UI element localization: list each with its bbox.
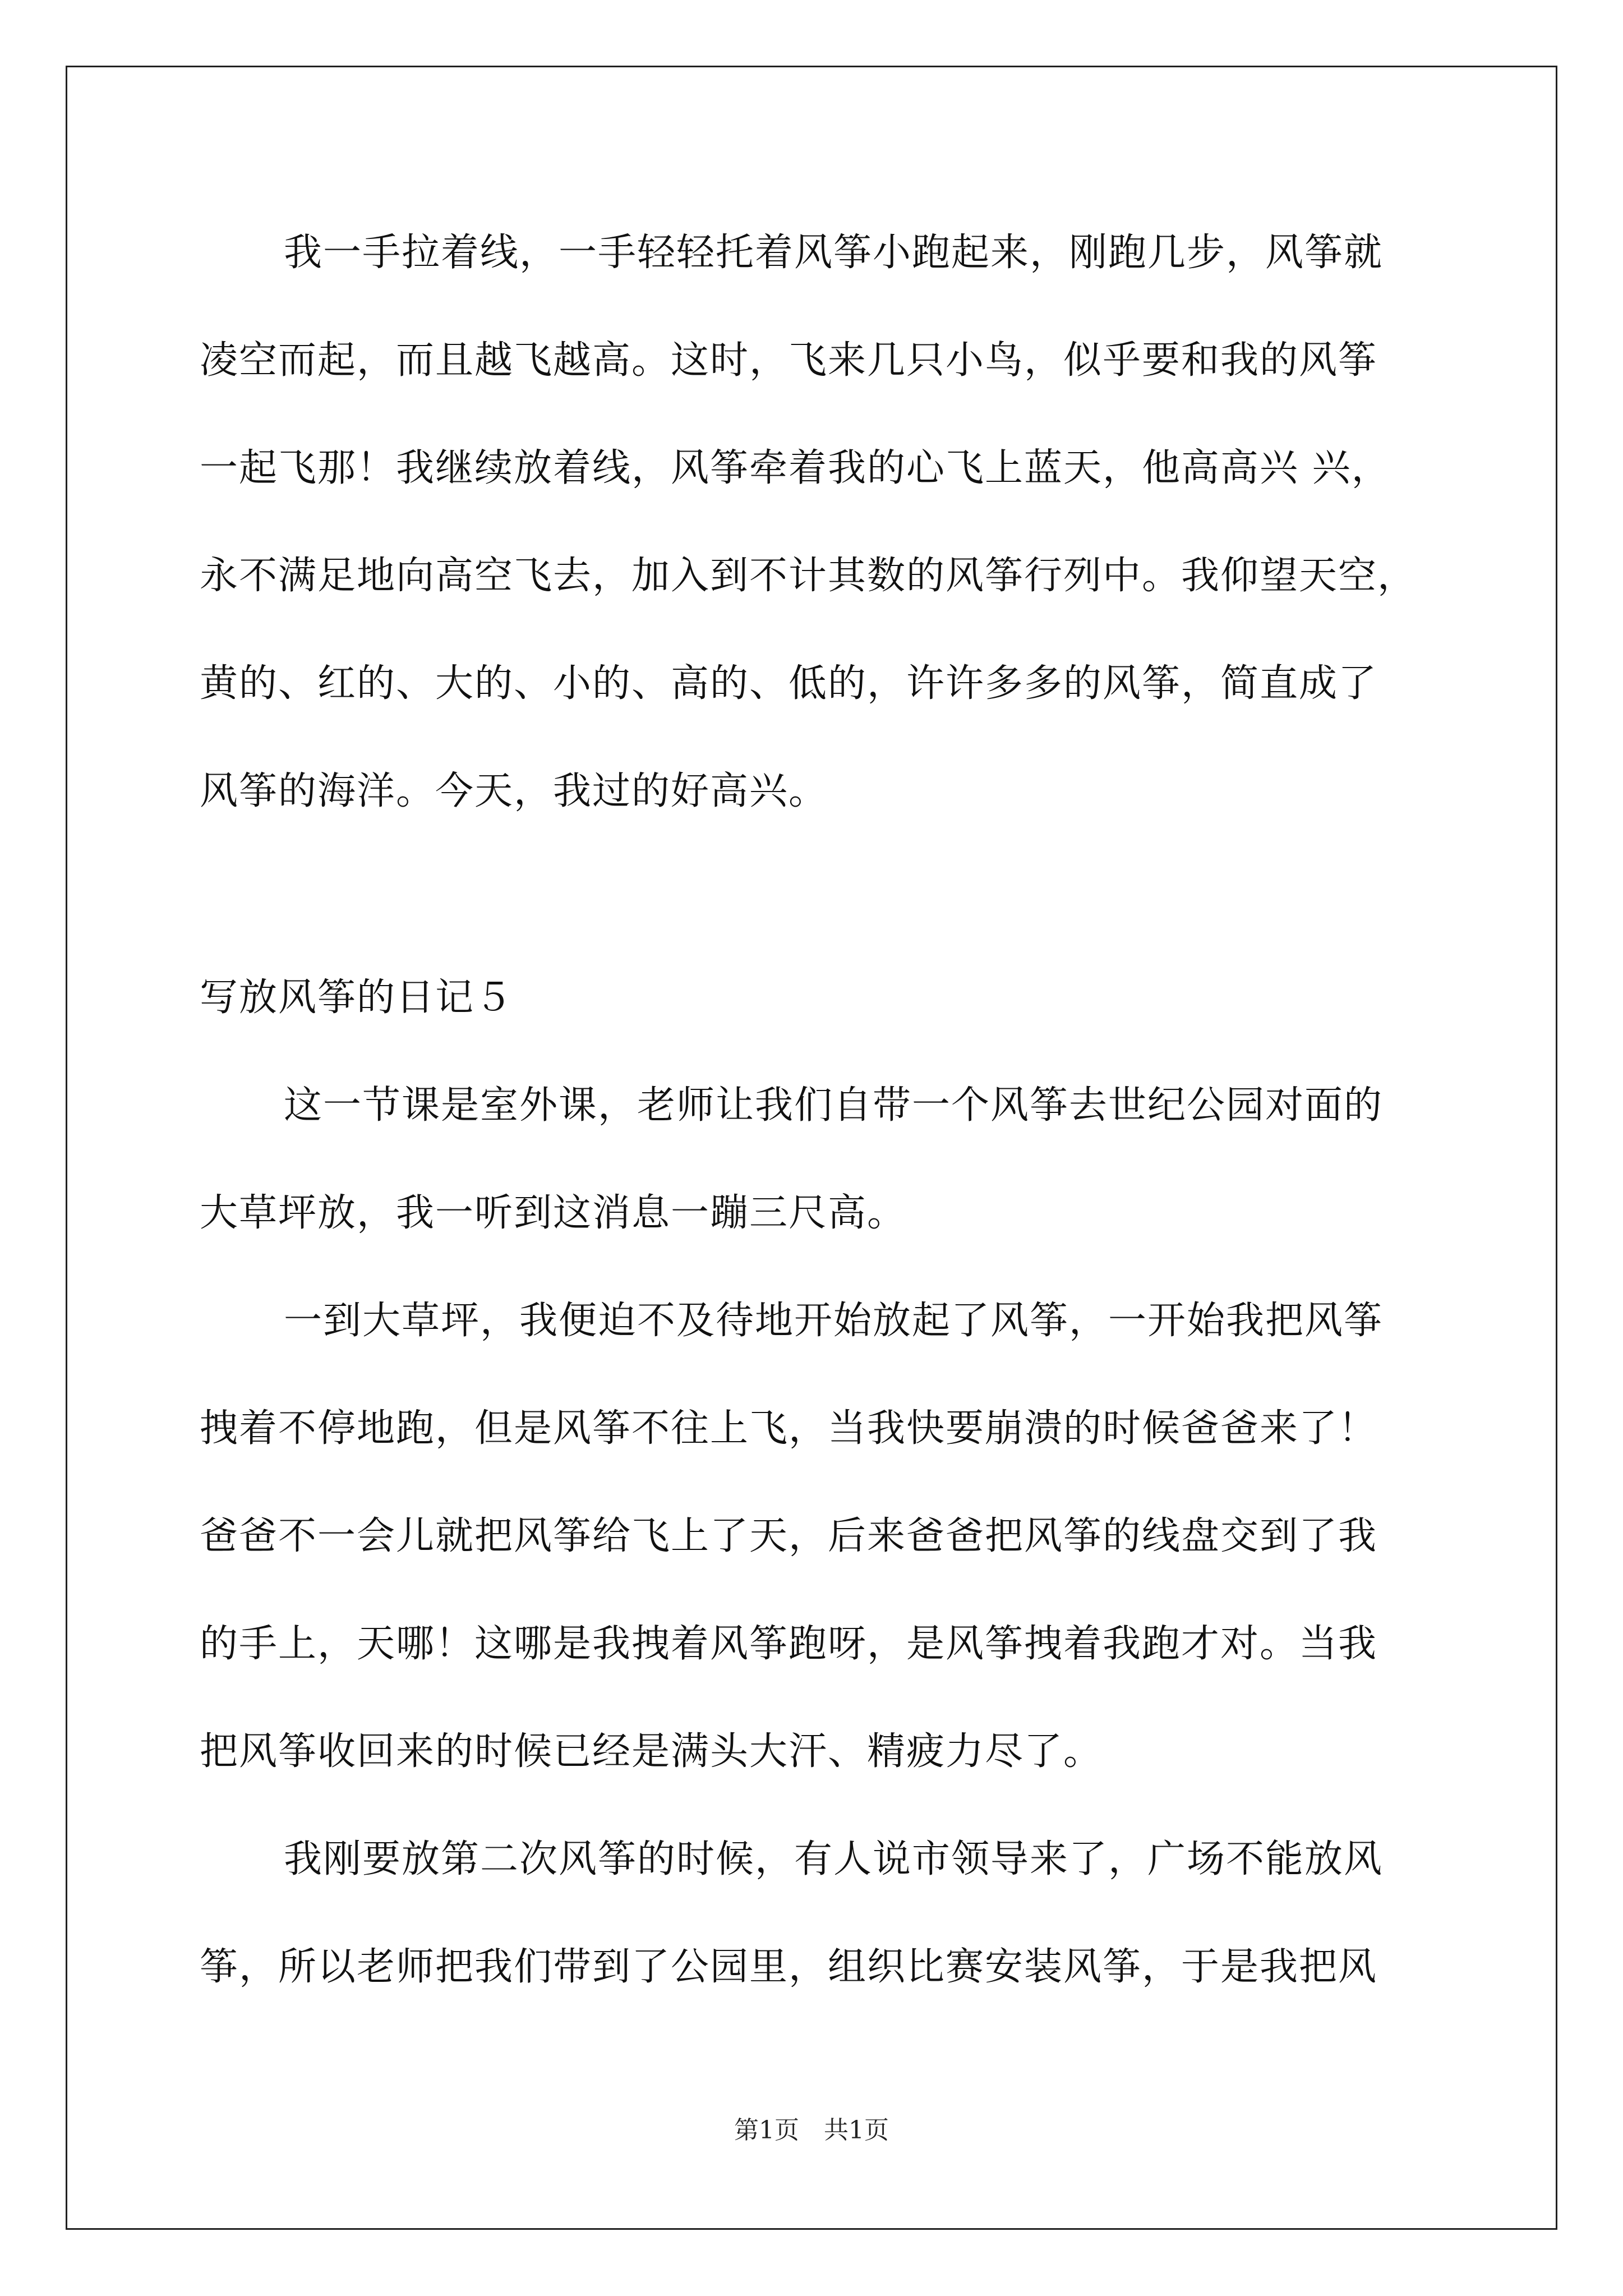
paragraph-line: 爸爸不一会儿就把风筝给飞上了天，后来爸爸把风筝的线盘交到了我 xyxy=(200,1514,1378,1558)
paragraph-line: 拽着不停地跑，但是风筝不往上飞，当我快要崩溃的时候爸爸来了！ xyxy=(200,1406,1378,1451)
page-footer: 第1页 共1页 xyxy=(734,2116,889,2145)
page-border xyxy=(66,66,1557,2230)
paragraph-line: 把风筝收回来的时候已经是满头大汗、精疲力尽了。 xyxy=(200,1729,1103,1774)
paragraph-line: 永不满足地向高空飞去，加入到不计其数的风筝行列中。我仰望天空， xyxy=(200,554,1417,598)
paragraph-line: 一起飞那！我继续放着线，风筝牵着我的心飞上蓝天，他高高兴 兴， xyxy=(200,446,1391,490)
section-heading: 写放风筝的日记５ xyxy=(200,976,514,1020)
paragraph-line: 凌空而起，而且越飞越高。这时，飞来几只小鸟，似乎要和我的风筝 xyxy=(200,338,1378,383)
paragraph-line: 这一节课是室外课，老师让我们自带一个风筝去世纪公园对面的 xyxy=(284,1083,1384,1128)
paragraph-line: 风筝的海洋。今天，我过的好高兴。 xyxy=(200,769,828,813)
paragraph-line: 黄的、红的、大的、小的、高的、低的，许许多多的风筝，简直成了 xyxy=(200,661,1378,706)
paragraph-line: 我刚要放第二次风筝的时候，有人说市领导来了，广场不能放风 xyxy=(284,1837,1384,1881)
paragraph-line: 筝，所以老师把我们带到了公园里，组织比赛安装风筝，于是我把风 xyxy=(200,1945,1378,1989)
paragraph-line: 的手上，天哪！这哪是我拽着风筝跑呀，是风筝拽着我跑才对。当我 xyxy=(200,1622,1378,1666)
paragraph-line: 我一手拉着线，一手轻轻托着风筝小跑起来，刚跑几步，风筝就 xyxy=(284,231,1384,275)
paragraph-line: 一到大草坪，我便迫不及待地开始放起了风筝，一开始我把风筝 xyxy=(284,1299,1384,1343)
paragraph-line: 大草坪放，我一听到这消息一蹦三尺高。 xyxy=(200,1191,907,1235)
